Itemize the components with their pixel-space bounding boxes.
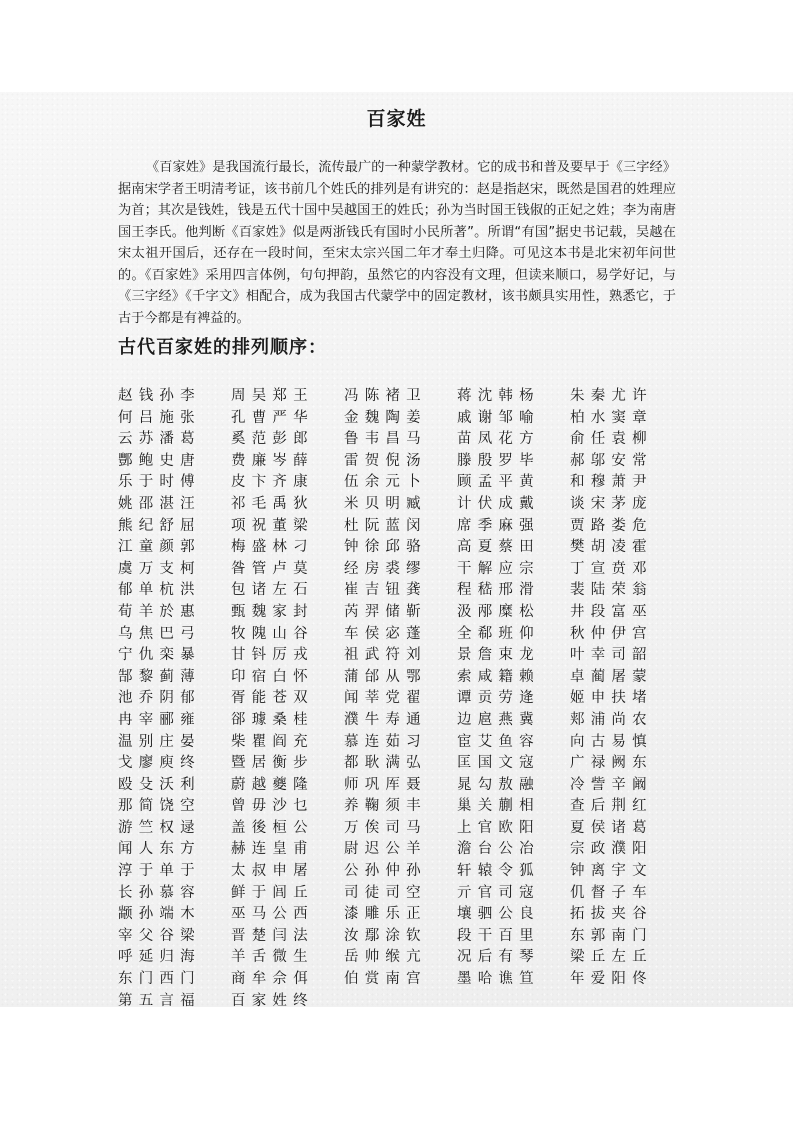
surname-group: 高夏蔡田	[457, 539, 540, 556]
surname-group: 淳于单于	[118, 863, 201, 880]
surname-group: 鲜于闾丘	[231, 884, 314, 901]
surname-group: 郝邬安常	[570, 452, 653, 469]
surname-group: 查后荆红	[570, 798, 653, 815]
surname-group: 叶幸司韶	[570, 647, 653, 664]
surname-group: 轩辕令狐	[457, 863, 540, 880]
surname-group: 祖武符刘	[344, 647, 427, 664]
surname-group: 宰父谷梁	[118, 927, 201, 944]
surname-group: 郤璩桑桂	[231, 711, 314, 728]
surname-group: 巫马公西	[231, 906, 314, 923]
surname-group: 颛孙端木	[118, 906, 201, 923]
surname-group: 席季麻强	[457, 517, 540, 534]
section-heading: 古代百家姓的排列顺序：	[118, 337, 327, 358]
surname-group: 亓官司寇	[457, 884, 540, 901]
surname-group: 奚范彭郎	[231, 431, 314, 448]
surname-group: 段干百里	[457, 927, 540, 944]
surname-group: 赫连皇甫	[231, 841, 314, 858]
intro-paragraph: 《百家姓》是我国流行最长，流传最广的一种蒙学教材。它的成书和普及要早于《三字经》据南宋学者王明清考证，该书前几个姓氏的排列是有讲究的：赵是指赵宋，既然是国君的姓理应为首；其次是钱姓，钱是五代十国中吴越国王的姓氏；孙为当时国王钱俶的正妃之姓；李为南唐国王李氏。他判断《百家姓》似是两浙钱氏有国时小民所著”。所谓“有国”据史书记载，吴越在宋太祖开国后，还存在一段时间，至宋太宗兴国二年才奉土归降。可见这本书是北宋初年问世的。《百家姓》采用四言体例，句句押韵，虽然它的内容没有文理，但读来顺口，易学好记，与《三字经》《千字文》相配合，成为我国古代蒙学中的固定教材，该书颇具实用性，熟悉它，于古于今都是有裨益的。	[118, 160, 676, 326]
surname-group: 樊胡凌霍	[570, 539, 653, 556]
surname-group: 包诸左石	[231, 582, 314, 599]
surname-group: 酆鲍史唐	[118, 452, 201, 469]
surname-group: 裴陆荣翁	[570, 582, 653, 599]
surname-group: 雷贺倪汤	[344, 452, 427, 469]
surname-group: 羊舌微生	[231, 949, 314, 966]
surname-group: 计伏成戴	[457, 495, 540, 512]
surname-group: 郁单杭洪	[118, 582, 201, 599]
surname-group: 蔚越夔隆	[231, 776, 314, 793]
empty-cell	[570, 991, 650, 1013]
surname-group: 冯陈褚卫	[344, 388, 427, 404]
surname-group: 金魏陶姜	[344, 409, 427, 426]
surname-group: 秋仲伊宫	[570, 625, 653, 642]
surname-group: 顾孟平黄	[457, 474, 540, 491]
surname-group: 濮牛寿通	[344, 711, 427, 728]
surname-group: 卓蔺屠蒙	[570, 668, 653, 685]
surname-group: 长孙慕容	[118, 884, 201, 901]
surname-group: 汝鄢涂钦	[344, 927, 427, 944]
surname-group: 漆雕乐正	[344, 906, 427, 923]
surname-group: 熊纪舒屈	[118, 517, 201, 534]
surname-group: 苗凤花方	[457, 431, 540, 448]
surname-group: 姬申扶堵	[570, 690, 653, 707]
surname-group: 郜黎蓟薄	[118, 668, 201, 685]
surname-group: 柏水窦章	[570, 409, 653, 426]
surname-group: 夏侯诸葛	[570, 819, 653, 836]
surname-group: 俞任袁柳	[570, 431, 653, 448]
surname-group: 年爱阳佟	[570, 971, 653, 988]
surname-group: 澹台公冶	[457, 841, 540, 858]
surname-group: 司徒司空	[344, 884, 427, 901]
surname-group: 贾路娄危	[570, 517, 653, 534]
surname-group: 万俟司马	[344, 819, 427, 836]
surname-group: 芮羿储靳	[344, 603, 427, 620]
surname-group: 仉督子车	[570, 884, 653, 901]
surname-group: 公孙仲孙	[344, 863, 427, 880]
surname-group: 荀羊於惠	[118, 603, 201, 620]
surname-group: 墨哈谯笪	[457, 971, 540, 988]
surname-group: 谈宋茅庞	[570, 495, 653, 512]
surname-group: 师巩厍聂	[344, 776, 427, 793]
surname-group: 项祝董梁	[231, 517, 314, 534]
surname-group: 祁毛禹狄	[231, 495, 314, 512]
surname-group: 和穆萧尹	[570, 474, 653, 491]
surname-group: 尉迟公羊	[344, 841, 427, 858]
surname-group: 冉宰郦雍	[118, 711, 201, 728]
surname-group: 全郗班仰	[457, 625, 540, 642]
surname-group: 干解应宗	[457, 560, 540, 577]
surname-group: 都耿满弘	[344, 755, 427, 772]
surname-group: 温别庄晏	[118, 733, 201, 750]
surname-group: 乐于时傅	[118, 474, 201, 491]
surname-group: 广禄阙东	[570, 755, 653, 772]
surname-group: 拓拔夹谷	[570, 906, 653, 923]
surname-group: 柴瞿阎充	[231, 733, 314, 750]
surname-group: 伍余元卜	[344, 474, 427, 491]
page-title: 百家姓	[366, 108, 427, 130]
surname-group: 那简饶空	[118, 798, 201, 815]
surname-group: 边扈燕冀	[457, 711, 540, 728]
surname-group: 江童颜郭	[118, 539, 201, 556]
surname-group: 东郭南门	[570, 927, 653, 944]
surname-group: 孔曹严华	[231, 409, 314, 426]
surname-group: 池乔阴郁	[118, 690, 201, 707]
surname-group: 索咸籍赖	[457, 668, 540, 685]
empty-cell	[457, 991, 537, 1013]
surname-group: 养鞠须丰	[344, 798, 427, 815]
surname-group: 第五言福	[118, 992, 201, 1009]
surname-group: 米贝明臧	[344, 495, 427, 512]
surname-group: 胥能苍双	[231, 690, 314, 707]
surname-group: 商牟佘佴	[231, 971, 314, 988]
surname-group: 冷訾辛阚	[570, 776, 653, 793]
surname-group: 牧隗山谷	[231, 625, 314, 642]
surname-group: 曾毋沙乜	[231, 798, 314, 815]
surname-group: 郏浦尚农	[570, 711, 653, 728]
surname-group: 景詹束龙	[457, 647, 540, 664]
surname-group: 向古易慎	[570, 733, 653, 750]
surname-group: 太叔申屠	[231, 863, 314, 880]
surname-group: 况后有琴	[457, 949, 540, 966]
surname-group: 梅盛林刁	[231, 539, 314, 556]
surname-group: 鲁韦昌马	[344, 431, 427, 448]
empty-cell	[344, 991, 424, 1013]
surname-group: 钟离宇文	[570, 863, 653, 880]
surname-group: 匡国文寇	[457, 755, 540, 772]
surname-group: 壤驷公良	[457, 906, 540, 923]
surname-group: 巢关蒯相	[457, 798, 540, 815]
surname-group: 闻人东方	[118, 841, 201, 858]
surname-group: 赵钱孙李	[118, 388, 201, 404]
surname-group: 姚邵湛汪	[118, 495, 201, 512]
surname-group: 百家姓终	[231, 992, 314, 1009]
surname-group: 岳帅缑亢	[344, 949, 427, 966]
surname-group: 程嵇邢滑	[457, 582, 540, 599]
surname-group: 周吴郑王	[231, 388, 314, 404]
surname-group: 闻莘党翟	[344, 690, 427, 707]
surname-group: 宗政濮阳	[570, 841, 653, 858]
surname-group: 钟徐邱骆	[344, 539, 427, 556]
surname-group: 慕连茹习	[344, 733, 427, 750]
surname-group: 朱秦尤许	[570, 388, 653, 404]
surname-group: 车侯宓蓬	[344, 625, 427, 642]
surname-group: 上官欧阳	[457, 819, 540, 836]
surname-group: 昝管卢莫	[231, 560, 314, 577]
surname-group: 虞万支柯	[118, 560, 201, 577]
surname-group: 暨居衡步	[231, 755, 314, 772]
surname-group: 游竺权逯	[118, 819, 201, 836]
surname-group: 戈廖庾终	[118, 755, 201, 772]
surname-group: 东门西门	[118, 971, 201, 988]
surname-group: 谭贡劳逄	[457, 690, 540, 707]
surname-group: 甘钭厉戎	[231, 647, 314, 664]
surname-group: 何吕施张	[118, 409, 201, 426]
surname-group: 殴殳沃利	[118, 776, 201, 793]
surname-group: 伯赏南宫	[344, 971, 427, 988]
surname-group: 云苏潘葛	[118, 431, 201, 448]
surname-group: 汲邴糜松	[457, 603, 540, 620]
surname-group: 丁宣贲邓	[570, 560, 653, 577]
surname-group: 乌焦巴弓	[118, 625, 201, 642]
surname-group: 宁仇栾暴	[118, 647, 201, 664]
surname-group: 梁丘左丘	[570, 949, 653, 966]
surname-group: 宦艾鱼容	[457, 733, 540, 750]
surname-group: 甄魏家封	[231, 603, 314, 620]
surname-group: 呼延归海	[118, 949, 201, 966]
surname-group: 经房裘缪	[344, 560, 427, 577]
surname-group: 滕殷罗毕	[457, 452, 540, 469]
surname-group: 崔吉钮龚	[344, 582, 427, 599]
surname-grid	[118, 386, 658, 1012]
surname-group: 蒋沈韩杨	[457, 388, 540, 404]
surname-group: 皮卞齐康	[231, 474, 314, 491]
surname-group: 费廉岑薛	[231, 452, 314, 469]
surname-group: 晋楚闫法	[231, 927, 314, 944]
surname-group: 蒲邰从鄂	[344, 668, 427, 685]
surname-group: 盖後桓公	[231, 819, 314, 836]
surname-group: 井段富巫	[570, 603, 653, 620]
surname-group: 戚谢邹喻	[457, 409, 540, 426]
surname-group: 杜阮蓝闵	[344, 517, 427, 534]
surname-group: 印宿白怀	[231, 668, 314, 685]
surname-group: 晁勾敖融	[457, 776, 540, 793]
